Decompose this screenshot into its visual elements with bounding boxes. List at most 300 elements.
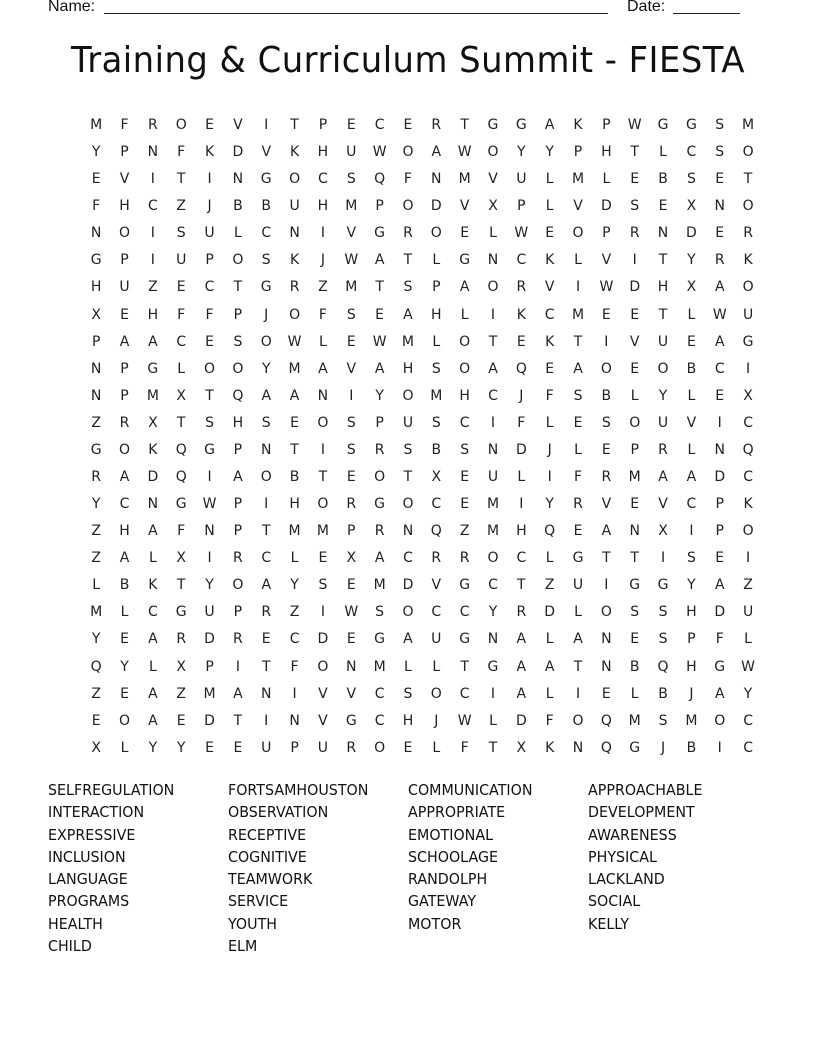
- grid-letter[interactable]: M: [288, 523, 301, 540]
- grid-letter[interactable]: R: [346, 496, 357, 513]
- grid-letter[interactable]: E: [120, 306, 129, 323]
- grid-letter[interactable]: C: [374, 712, 385, 729]
- grid-letter[interactable]: P: [233, 604, 243, 621]
- grid-letter[interactable]: M: [571, 171, 585, 188]
- grid-letter[interactable]: R: [459, 550, 470, 567]
- grid-letter[interactable]: K: [289, 252, 300, 269]
- grid-letter[interactable]: O: [289, 306, 301, 323]
- grid-letter[interactable]: G: [629, 577, 641, 594]
- grid-letter[interactable]: G: [459, 252, 471, 269]
- grid-letter[interactable]: X: [686, 198, 697, 215]
- grid-letter[interactable]: X: [743, 387, 753, 404]
- grid-letter[interactable]: M: [373, 658, 386, 675]
- grid-letter[interactable]: R: [261, 604, 272, 621]
- grid-letter[interactable]: N: [714, 441, 725, 458]
- grid-letter[interactable]: E: [573, 414, 583, 431]
- grid-letter[interactable]: P: [715, 496, 724, 513]
- grid-letter[interactable]: R: [431, 550, 442, 567]
- grid-letter[interactable]: E: [346, 469, 356, 486]
- grid-letter[interactable]: Y: [148, 739, 158, 756]
- grid-letter[interactable]: C: [318, 171, 328, 188]
- grid-letter[interactable]: A: [431, 144, 442, 161]
- grid-letter[interactable]: E: [715, 550, 725, 567]
- grid-letter[interactable]: A: [714, 279, 725, 296]
- grid-letter[interactable]: I: [632, 252, 637, 269]
- grid-letter[interactable]: T: [488, 739, 498, 756]
- grid-letter[interactable]: R: [289, 279, 300, 296]
- grid-letter[interactable]: P: [347, 523, 356, 540]
- grid-letter[interactable]: N: [90, 360, 102, 377]
- grid-letter[interactable]: A: [516, 658, 527, 675]
- grid-letter[interactable]: O: [232, 252, 244, 269]
- grid-letter[interactable]: E: [715, 171, 725, 188]
- grid-letter[interactable]: H: [289, 496, 300, 513]
- grid-letter[interactable]: C: [686, 496, 697, 513]
- grid-letter[interactable]: M: [628, 712, 641, 729]
- grid-letter[interactable]: C: [488, 577, 498, 594]
- grid-letter[interactable]: A: [544, 117, 555, 133]
- grid-letter[interactable]: N: [601, 631, 612, 648]
- grid-letter[interactable]: A: [488, 360, 498, 377]
- grid-letter[interactable]: U: [742, 306, 754, 323]
- grid-letter[interactable]: Z: [318, 279, 328, 296]
- grid-letter[interactable]: A: [658, 469, 668, 486]
- grid-letter[interactable]: N: [601, 658, 612, 675]
- grid-letter[interactable]: N: [487, 441, 499, 458]
- grid-letter[interactable]: L: [545, 414, 554, 431]
- grid-letter[interactable]: E: [176, 279, 186, 296]
- grid-letter[interactable]: X: [176, 658, 186, 675]
- grid-letter[interactable]: O: [119, 225, 131, 242]
- grid-letter[interactable]: R: [403, 225, 413, 242]
- grid-letter[interactable]: N: [90, 387, 102, 404]
- grid-letter[interactable]: B: [601, 387, 612, 404]
- grid-letter[interactable]: A: [119, 550, 130, 567]
- grid-letter[interactable]: M: [90, 604, 103, 621]
- grid-letter[interactable]: U: [204, 225, 215, 242]
- grid-letter[interactable]: G: [260, 279, 272, 296]
- grid-letter[interactable]: H: [402, 712, 414, 729]
- grid-letter[interactable]: U: [572, 577, 584, 594]
- grid-letter[interactable]: Y: [375, 387, 384, 404]
- grid-letter[interactable]: Q: [742, 441, 754, 458]
- grid-letter[interactable]: Z: [743, 577, 753, 594]
- grid-letter[interactable]: I: [746, 550, 751, 567]
- grid-letter[interactable]: O: [289, 171, 301, 188]
- grid-letter[interactable]: I: [660, 550, 666, 567]
- grid-letter[interactable]: R: [119, 414, 130, 431]
- grid-letter[interactable]: C: [431, 496, 442, 513]
- grid-letter[interactable]: M: [316, 523, 329, 540]
- grid-letter[interactable]: T: [658, 252, 668, 269]
- grid-letter[interactable]: B: [629, 658, 640, 675]
- grid-letter[interactable]: O: [317, 496, 329, 513]
- grid-letter[interactable]: O: [374, 469, 386, 486]
- grid-letter[interactable]: L: [432, 658, 441, 675]
- grid-letter[interactable]: T: [573, 333, 583, 350]
- grid-letter[interactable]: C: [743, 414, 753, 431]
- grid-letter[interactable]: T: [630, 550, 639, 567]
- grid-letter[interactable]: O: [459, 333, 471, 350]
- grid-letter[interactable]: G: [459, 631, 471, 648]
- grid-letter[interactable]: O: [119, 441, 131, 458]
- grid-letter[interactable]: H: [317, 198, 329, 215]
- grid-letter[interactable]: A: [544, 658, 555, 675]
- grid-letter[interactable]: D: [515, 712, 527, 729]
- grid-letter[interactable]: E: [630, 306, 640, 323]
- grid-letter[interactable]: O: [487, 144, 499, 161]
- grid-letter[interactable]: O: [487, 279, 499, 296]
- grid-letter[interactable]: P: [120, 252, 129, 269]
- grid-letter[interactable]: O: [317, 414, 329, 431]
- grid-letter[interactable]: I: [490, 306, 496, 323]
- grid-letter[interactable]: K: [743, 496, 753, 513]
- grid-letter[interactable]: L: [460, 306, 469, 323]
- grid-letter[interactable]: C: [204, 279, 215, 296]
- grid-letter[interactable]: A: [374, 252, 385, 269]
- grid-letter[interactable]: E: [630, 360, 640, 377]
- grid-letter[interactable]: Y: [517, 144, 526, 161]
- grid-letter[interactable]: T: [176, 171, 186, 188]
- grid-letter[interactable]: D: [515, 441, 527, 458]
- grid-letter[interactable]: T: [205, 387, 214, 404]
- grid-letter[interactable]: T: [488, 333, 498, 350]
- grid-letter[interactable]: B: [658, 171, 668, 188]
- grid-letter[interactable]: O: [204, 360, 216, 377]
- grid-letter[interactable]: J: [519, 387, 524, 404]
- grid-letter[interactable]: Y: [545, 496, 554, 513]
- grid-letter[interactable]: T: [261, 658, 271, 675]
- grid-letter[interactable]: M: [458, 171, 471, 188]
- grid-letter[interactable]: E: [233, 739, 243, 756]
- grid-letter[interactable]: Q: [175, 469, 187, 486]
- grid-letter[interactable]: L: [404, 658, 412, 675]
- grid-letter[interactable]: Q: [232, 387, 244, 404]
- grid-letter[interactable]: I: [547, 469, 552, 486]
- grid-letter[interactable]: I: [604, 577, 609, 594]
- grid-letter[interactable]: P: [715, 523, 724, 540]
- grid-letter[interactable]: P: [432, 279, 441, 296]
- grid-letter[interactable]: I: [604, 333, 609, 350]
- grid-letter[interactable]: A: [686, 469, 697, 486]
- grid-letter[interactable]: H: [402, 360, 414, 377]
- grid-letter[interactable]: E: [205, 117, 214, 133]
- grid-letter[interactable]: H: [147, 306, 159, 323]
- grid-letter[interactable]: R: [743, 225, 753, 242]
- grid-letter[interactable]: Y: [120, 658, 129, 675]
- grid-letter[interactable]: O: [629, 414, 641, 431]
- grid-letter[interactable]: R: [573, 496, 583, 513]
- grid-letter[interactable]: V: [119, 171, 130, 188]
- grid-letter[interactable]: O: [402, 198, 414, 215]
- grid-letter[interactable]: B: [686, 360, 697, 377]
- grid-letter[interactable]: G: [374, 631, 386, 648]
- grid-letter[interactable]: E: [573, 523, 583, 540]
- grid-letter[interactable]: P: [233, 441, 243, 458]
- grid-letter[interactable]: D: [402, 577, 414, 594]
- grid-letter[interactable]: L: [574, 441, 582, 458]
- grid-letter[interactable]: O: [430, 225, 442, 242]
- grid-letter[interactable]: N: [204, 523, 215, 540]
- grid-letter[interactable]: V: [459, 198, 470, 215]
- grid-letter[interactable]: Y: [91, 144, 101, 161]
- grid-letter[interactable]: L: [602, 171, 611, 188]
- grid-letter[interactable]: E: [715, 225, 725, 242]
- grid-letter[interactable]: A: [459, 279, 470, 296]
- grid-letter[interactable]: G: [685, 117, 697, 133]
- grid-letter[interactable]: R: [233, 550, 243, 567]
- grid-letter[interactable]: Q: [600, 739, 612, 756]
- grid-letter[interactable]: N: [487, 252, 499, 269]
- grid-letter[interactable]: B: [119, 577, 130, 594]
- grid-letter[interactable]: E: [205, 739, 214, 756]
- grid-letter[interactable]: L: [545, 631, 554, 648]
- grid-letter[interactable]: U: [657, 333, 669, 350]
- grid-letter[interactable]: C: [459, 685, 470, 702]
- grid-letter[interactable]: C: [544, 306, 555, 323]
- grid-letter[interactable]: I: [264, 496, 269, 513]
- grid-letter[interactable]: W: [372, 333, 387, 350]
- grid-letter[interactable]: X: [658, 523, 668, 540]
- grid-letter[interactable]: Y: [290, 577, 299, 594]
- grid-letter[interactable]: Q: [657, 658, 669, 675]
- grid-letter[interactable]: W: [372, 144, 387, 161]
- grid-letter[interactable]: C: [743, 712, 753, 729]
- grid-letter[interactable]: M: [571, 306, 585, 323]
- grid-letter[interactable]: A: [573, 631, 583, 648]
- grid-letter[interactable]: G: [175, 604, 187, 621]
- grid-letter[interactable]: R: [516, 604, 527, 621]
- grid-letter[interactable]: W: [457, 144, 472, 161]
- grid-letter[interactable]: W: [344, 252, 359, 269]
- grid-letter[interactable]: G: [657, 117, 669, 133]
- grid-letter[interactable]: E: [460, 225, 470, 242]
- grid-letter[interactable]: E: [630, 631, 640, 648]
- grid-letter[interactable]: L: [92, 577, 101, 594]
- grid-letter[interactable]: I: [320, 225, 325, 242]
- grid-letter[interactable]: E: [346, 117, 356, 133]
- name-blank-line[interactable]: [104, 13, 608, 14]
- grid-letter[interactable]: P: [573, 144, 583, 161]
- grid-letter[interactable]: Z: [459, 523, 470, 540]
- grid-letter[interactable]: D: [204, 712, 215, 729]
- grid-letter[interactable]: S: [658, 604, 668, 621]
- grid-letter[interactable]: L: [574, 604, 582, 621]
- grid-letter[interactable]: M: [742, 117, 755, 133]
- grid-letter[interactable]: N: [346, 658, 357, 675]
- grid-letter[interactable]: M: [146, 387, 159, 404]
- grid-letter[interactable]: R: [431, 117, 442, 133]
- grid-letter[interactable]: K: [148, 441, 158, 458]
- grid-letter[interactable]: V: [261, 144, 272, 161]
- grid-letter[interactable]: I: [575, 685, 581, 702]
- grid-letter[interactable]: K: [545, 333, 555, 350]
- grid-letter[interactable]: M: [373, 577, 386, 594]
- grid-letter[interactable]: L: [489, 712, 497, 729]
- grid-letter[interactable]: D: [204, 631, 215, 648]
- grid-letter[interactable]: L: [517, 469, 526, 486]
- grid-letter[interactable]: D: [600, 198, 612, 215]
- grid-letter[interactable]: A: [403, 631, 413, 648]
- grid-letter[interactable]: E: [630, 171, 640, 188]
- grid-letter[interactable]: B: [261, 198, 272, 215]
- grid-letter[interactable]: O: [232, 577, 244, 594]
- grid-letter[interactable]: C: [147, 198, 158, 215]
- grid-letter[interactable]: Z: [176, 685, 186, 702]
- grid-letter[interactable]: T: [658, 306, 668, 323]
- grid-letter[interactable]: I: [689, 523, 694, 540]
- grid-letter[interactable]: X: [148, 414, 158, 431]
- grid-letter[interactable]: A: [714, 577, 725, 594]
- grid-letter[interactable]: D: [686, 225, 697, 242]
- grid-letter[interactable]: X: [488, 198, 498, 215]
- grid-letter[interactable]: G: [487, 117, 499, 133]
- grid-letter[interactable]: C: [147, 604, 158, 621]
- grid-letter[interactable]: L: [432, 333, 441, 350]
- grid-letter[interactable]: S: [686, 550, 696, 567]
- grid-letter[interactable]: B: [431, 441, 442, 458]
- grid-letter[interactable]: X: [91, 306, 101, 323]
- grid-letter[interactable]: Z: [91, 523, 101, 540]
- grid-letter[interactable]: P: [318, 117, 328, 133]
- grid-letter[interactable]: A: [233, 685, 243, 702]
- grid-letter[interactable]: A: [403, 306, 413, 323]
- grid-letter[interactable]: H: [232, 414, 244, 431]
- grid-letter[interactable]: M: [345, 279, 358, 296]
- grid-letter[interactable]: K: [545, 739, 555, 756]
- grid-letter[interactable]: U: [431, 631, 442, 648]
- grid-letter[interactable]: A: [148, 712, 158, 729]
- grid-letter[interactable]: S: [431, 414, 441, 431]
- grid-letter[interactable]: T: [176, 414, 186, 431]
- grid-letter[interactable]: S: [658, 631, 668, 648]
- grid-letter[interactable]: G: [260, 171, 272, 188]
- grid-letter[interactable]: I: [207, 171, 212, 188]
- grid-letter[interactable]: N: [431, 171, 442, 188]
- grid-letter[interactable]: E: [261, 631, 271, 648]
- grid-letter[interactable]: A: [516, 631, 527, 648]
- grid-letter[interactable]: O: [430, 685, 442, 702]
- grid-letter[interactable]: P: [233, 306, 243, 323]
- grid-letter[interactable]: V: [658, 496, 668, 513]
- grid-letter[interactable]: T: [318, 469, 328, 486]
- grid-letter[interactable]: P: [602, 225, 611, 242]
- grid-letter[interactable]: A: [261, 577, 272, 594]
- grid-letter[interactable]: C: [743, 739, 753, 756]
- grid-letter[interactable]: P: [290, 739, 299, 756]
- grid-letter[interactable]: G: [714, 658, 726, 675]
- grid-letter[interactable]: O: [374, 739, 386, 756]
- grid-letter[interactable]: R: [233, 631, 243, 648]
- grid-letter[interactable]: W: [287, 333, 302, 350]
- grid-letter[interactable]: O: [260, 333, 272, 350]
- grid-letter[interactable]: L: [120, 739, 129, 756]
- grid-letter[interactable]: E: [403, 117, 413, 133]
- grid-letter[interactable]: Y: [488, 604, 498, 621]
- grid-letter[interactable]: M: [628, 469, 641, 486]
- grid-letter[interactable]: I: [207, 469, 212, 486]
- grid-letter[interactable]: N: [232, 171, 244, 188]
- grid-letter[interactable]: K: [545, 252, 555, 269]
- grid-letter[interactable]: U: [261, 739, 272, 756]
- grid-letter[interactable]: S: [346, 414, 356, 431]
- grid-letter[interactable]: S: [346, 171, 356, 188]
- grid-letter[interactable]: B: [658, 685, 668, 702]
- grid-letter[interactable]: F: [205, 306, 214, 323]
- grid-letter[interactable]: W: [457, 712, 472, 729]
- grid-letter[interactable]: R: [601, 469, 612, 486]
- grid-letter[interactable]: L: [177, 360, 186, 377]
- grid-letter[interactable]: B: [233, 198, 243, 215]
- grid-letter[interactable]: G: [459, 577, 471, 594]
- grid-letter[interactable]: M: [90, 117, 103, 133]
- grid-letter[interactable]: Z: [176, 198, 186, 215]
- grid-letter[interactable]: V: [233, 117, 243, 133]
- grid-letter[interactable]: P: [630, 441, 639, 458]
- grid-letter[interactable]: C: [488, 387, 498, 404]
- grid-letter[interactable]: Q: [90, 658, 102, 675]
- grid-letter[interactable]: N: [289, 712, 300, 729]
- grid-letter[interactable]: O: [742, 198, 754, 215]
- grid-letter[interactable]: L: [290, 550, 299, 567]
- grid-letter[interactable]: A: [148, 685, 158, 702]
- grid-letter[interactable]: C: [176, 333, 187, 350]
- grid-letter[interactable]: S: [375, 604, 385, 621]
- grid-letter[interactable]: K: [573, 117, 583, 133]
- grid-letter[interactable]: G: [657, 577, 669, 594]
- grid-letter[interactable]: C: [289, 631, 300, 648]
- grid-letter[interactable]: N: [90, 225, 102, 242]
- grid-letter[interactable]: W: [741, 658, 755, 675]
- grid-letter[interactable]: E: [403, 739, 413, 756]
- grid-letter[interactable]: W: [514, 225, 529, 242]
- grid-letter[interactable]: E: [516, 333, 526, 350]
- grid-letter[interactable]: I: [320, 441, 325, 458]
- grid-letter[interactable]: O: [742, 279, 754, 296]
- grid-letter[interactable]: I: [264, 712, 269, 729]
- grid-letter[interactable]: H: [119, 198, 130, 215]
- grid-letter[interactable]: T: [630, 144, 639, 161]
- grid-letter[interactable]: X: [176, 387, 186, 404]
- grid-letter[interactable]: A: [289, 387, 300, 404]
- grid-letter[interactable]: S: [176, 225, 186, 242]
- grid-letter[interactable]: L: [687, 441, 696, 458]
- grid-letter[interactable]: O: [600, 360, 612, 377]
- grid-letter[interactable]: T: [403, 252, 413, 269]
- grid-letter[interactable]: H: [686, 604, 697, 621]
- grid-letter[interactable]: S: [715, 144, 725, 161]
- grid-letter[interactable]: I: [746, 360, 751, 377]
- grid-letter[interactable]: W: [712, 306, 727, 323]
- grid-letter[interactable]: E: [318, 550, 328, 567]
- grid-letter[interactable]: L: [545, 198, 554, 215]
- grid-letter[interactable]: C: [743, 469, 753, 486]
- grid-letter[interactable]: R: [516, 279, 527, 296]
- grid-letter[interactable]: S: [346, 306, 356, 323]
- grid-letter[interactable]: O: [119, 712, 131, 729]
- grid-letter[interactable]: H: [90, 279, 102, 296]
- grid-letter[interactable]: I: [320, 604, 325, 621]
- grid-letter[interactable]: I: [490, 414, 496, 431]
- grid-letter[interactable]: I: [490, 685, 496, 702]
- grid-letter[interactable]: W: [627, 117, 642, 133]
- grid-letter[interactable]: G: [629, 739, 641, 756]
- grid-letter[interactable]: A: [374, 360, 385, 377]
- grid-letter[interactable]: C: [119, 496, 130, 513]
- grid-letter[interactable]: U: [516, 171, 527, 188]
- grid-letter[interactable]: B: [686, 739, 697, 756]
- grid-letter[interactable]: L: [574, 252, 582, 269]
